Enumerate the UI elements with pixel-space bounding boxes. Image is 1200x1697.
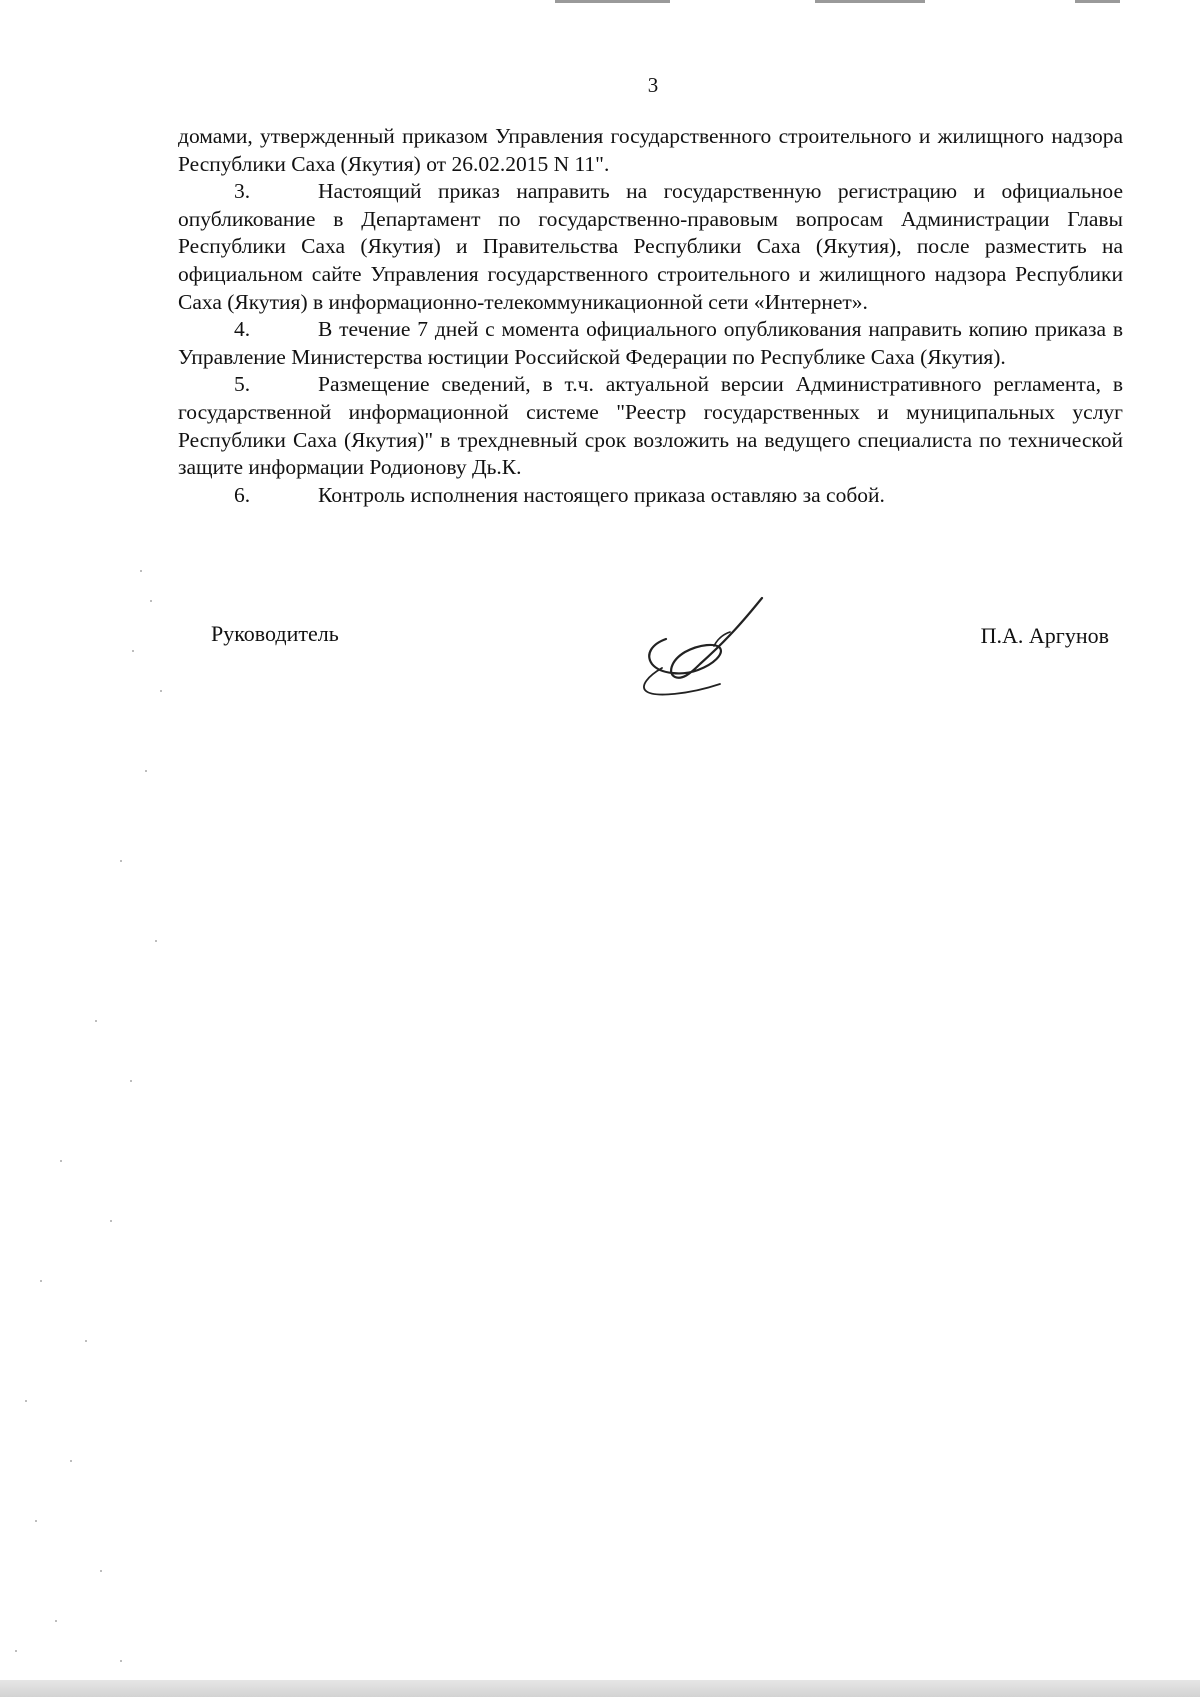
signatory-name: П.А. Аргунов <box>980 623 1109 648</box>
paragraph-number: 3. <box>234 179 251 204</box>
paragraph-number: 5. <box>234 372 251 397</box>
page-number: 3 <box>647 73 659 97</box>
paragraph-item-3 <box>178 178 1123 316</box>
paragraph-number: 6. <box>234 482 251 507</box>
paragraph-text: В течение 7 дней с момента официального опубликования направить копию приказа в Управление Министерства юстиции Российской Федерации по Республике Саха (Якутия). <box>178 317 1123 369</box>
handwritten-signature-icon <box>630 594 780 704</box>
scan-noise <box>0 560 200 1680</box>
document-body <box>178 123 1123 509</box>
paragraph-item-6 <box>178 482 1123 510</box>
paragraph-number: 4. <box>234 317 251 342</box>
paragraph-text: Размещение сведений, в т.ч. актуальной версии Административного регламента, в государственной информационной системе "Реестр государственных и муниципальных услуг Республики Саха (Якутия)" в трехдневный срок возложить на ведущего специалиста по технической защите информации Родионову Дь.К. <box>178 372 1123 480</box>
paragraph-text: Настоящий приказ направить на государственную регистрацию и официальное опубликование в Департамент по государственно-правовым вопросам Администрации Главы Республики Саха (Якутия) и Правительства Республики Саха (Якутия), после разместить на официальном сайте Управления государственного строительного и жилищного надзора Республики Саха (Якутия) в информационно-телекоммуникационной сети «Интернет». <box>178 179 1123 314</box>
paragraph-item-5 <box>178 371 1123 481</box>
scan-bottom-edge <box>0 1680 1200 1697</box>
signatory-title: Руководитель <box>211 621 339 646</box>
paragraph-text: Контроль исполнения настоящего приказа оставляю за собой. <box>318 482 885 507</box>
scan-edge-marks <box>0 0 1200 6</box>
paragraph-text: домами, утвержденный приказом Управления государственного строительного и жилищного надзора Республики Саха (Якутия) от 26.02.2015 N 11". <box>178 124 1123 176</box>
paragraph-item-4 <box>178 316 1123 371</box>
paragraph-continuation <box>178 123 1123 178</box>
